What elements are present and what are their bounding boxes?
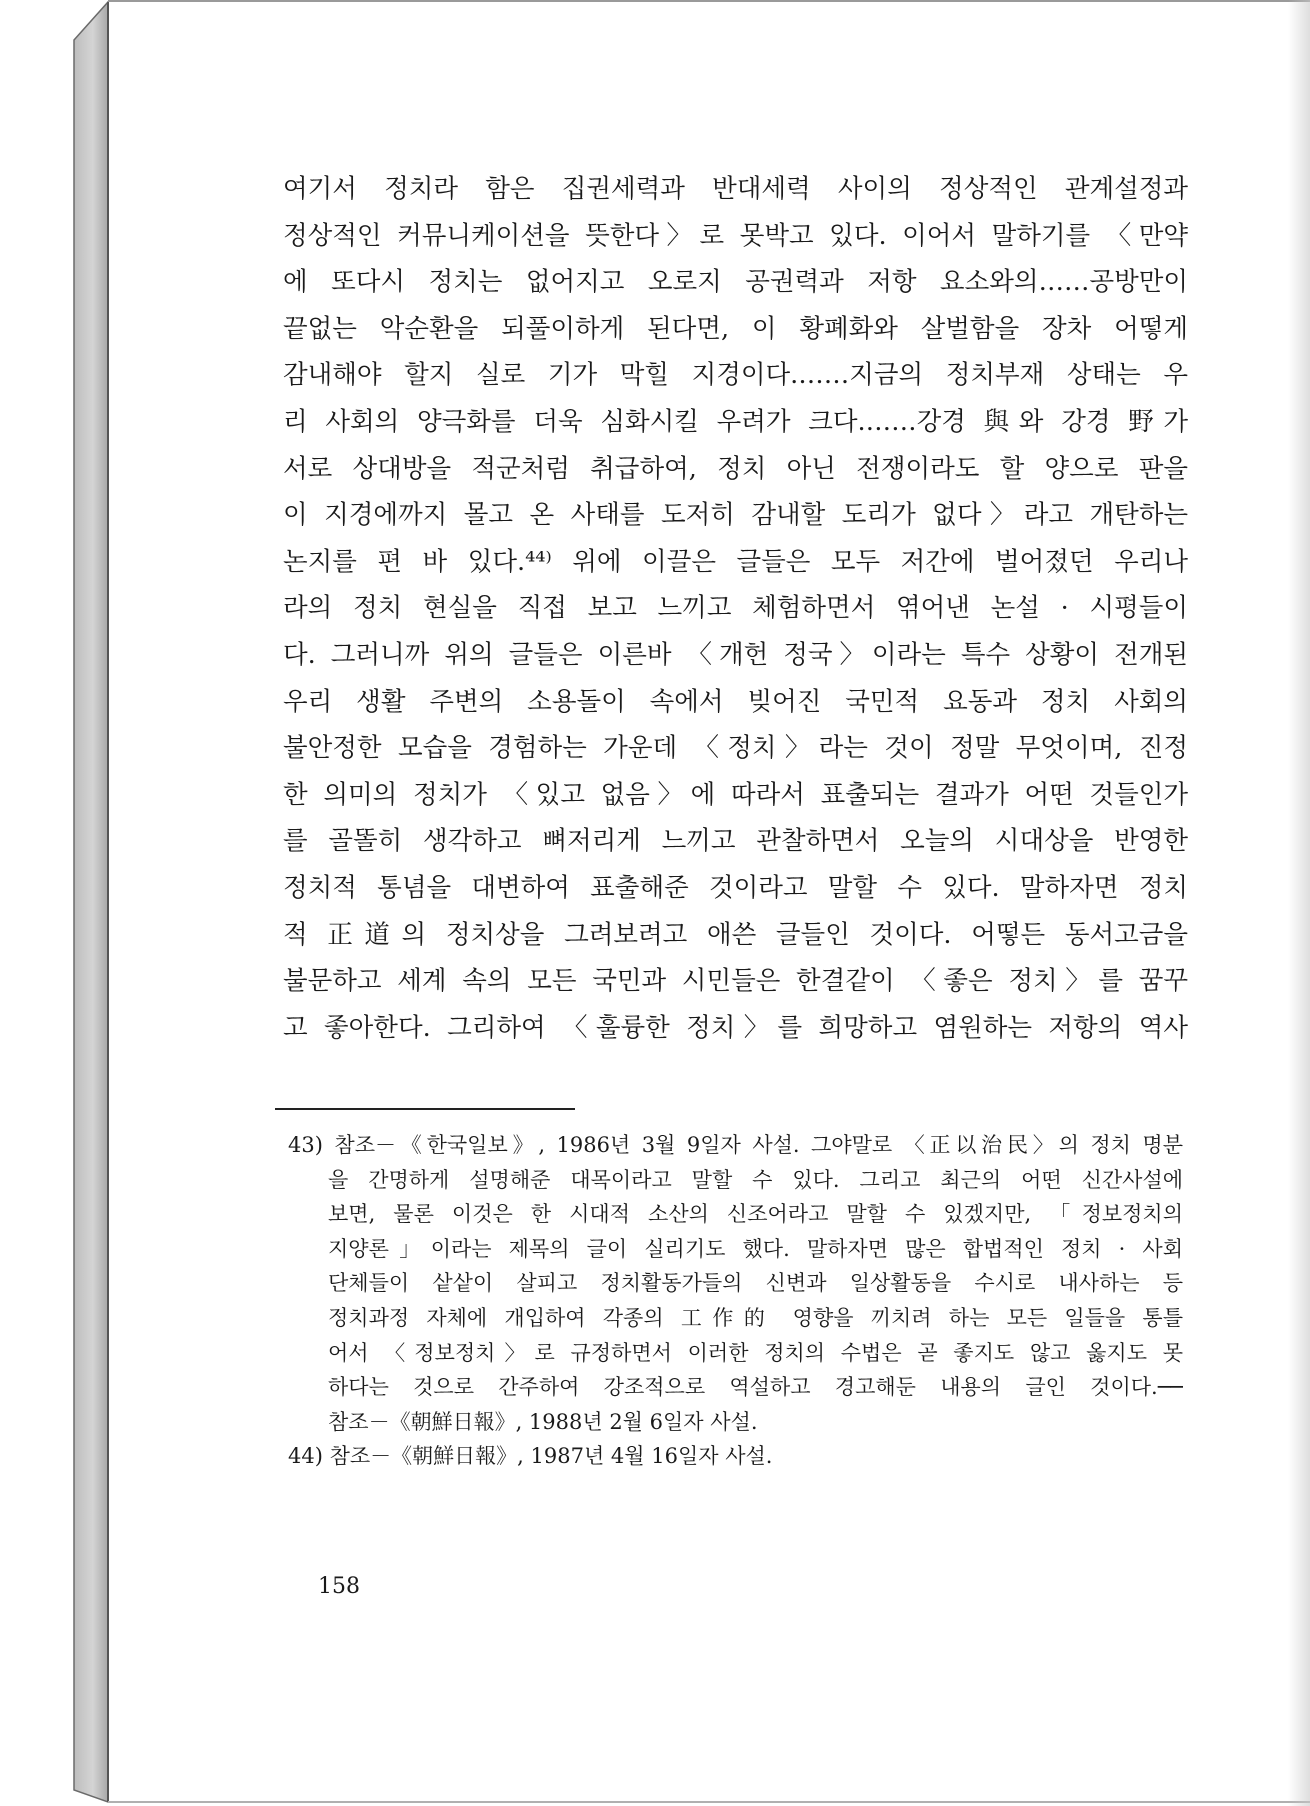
body-line: 우리 생활 주변의 소용돌이 속에서 빚어진 국민적 요동과 정치 사회의	[283, 686, 1188, 717]
footnote-43-line: 참조－《朝鮮日報》, 1988년 2월 6일자 사설.	[328, 1409, 758, 1434]
body-line: 논지를 편 바 있다.⁴⁴⁾ 위에 이끌은 글들은 모두 저간에 벌어졌던 우리나	[283, 546, 1188, 577]
page-frame-bottom	[108, 1801, 1310, 1803]
body-line: 라의 정치 현실을 직접 보고 느끼고 체험하면서 엮어낸 논설 · 시평들이	[283, 593, 1188, 624]
footnote-43-line: 보면, 물론 이것은 한 시대적 소산의 신조어라고 말할 수 있겠지만, 「정보정치의	[328, 1202, 1183, 1227]
body-line: 여기서 정치라 함은 집권세력과 반대세력 사이의 정상적인 관계설정과	[283, 174, 1188, 204]
body-line: 정상적인 커뮤니케이션을 뜻한다〉로 못박고 있다. 이어서 말하기를 〈만약	[283, 220, 1188, 251]
page-right-shadow	[1288, 0, 1310, 1806]
page-frame-top	[108, 0, 1310, 2]
body-line: 적 正道의 정치상을 그려보려고 애쓴 글들인 것이다. 어떻든 동서고금을	[283, 919, 1188, 950]
footnote-separator	[275, 1108, 575, 1110]
body-line: 불문하고 세계 속의 모든 국민과 시민들은 한결같이 〈좋은 정치〉를 꿈꾸	[283, 966, 1188, 997]
footnote-43-line: 을 간명하게 설명해준 대목이라고 말할 수 있다. 그리고 최근의 어떤 신간사설에	[328, 1167, 1183, 1192]
body-line: 한 의미의 정치가 〈있고 없음〉에 따라서 표출되는 결과가 어떤 것들인가	[283, 779, 1188, 810]
page-number: 158	[318, 1574, 360, 1599]
body-line: 불안정한 모습을 경험하는 가운데 〈정치〉라는 것이 정말 무엇이며, 진정	[283, 733, 1188, 764]
body-text	[283, 166, 1188, 1051]
body-line: 서로 상대방을 적군처럼 취급하여, 정치 아닌 전쟁이라도 할 양으로 판을	[283, 453, 1188, 484]
body-line: 다. 그러니까 위의 글들은 이른바 〈개헌 정국〉이라는 특수 상황이 전개된	[283, 639, 1188, 670]
body-line: 감내해야 할지 실로 기가 막힐 지경이다.……지금의 정치부재 상태는 우	[283, 360, 1188, 391]
body-line: 정치적 통념을 대변하여 표출해준 것이라고 말할 수 있다. 말하자면 정치	[283, 872, 1188, 903]
footnotes	[288, 1128, 1183, 1474]
body-line: 고 좋아한다. 그리하여 〈훌륭한 정치〉를 희망하고 염원하는 저항의 역사	[283, 1012, 1188, 1043]
footnote-43-line: 정치과정 자체에 개입하여 각종의 工作的 영향을 끼치려 하는 모든 일들을 통틀	[328, 1305, 1183, 1330]
body-line: 끝없는 악순환을 되풀이하게 된다면, 이 황폐화와 살벌함을 장차 어떻게	[283, 313, 1188, 344]
footnote-43-line: 43) 참조－《한국일보》, 1986년 3월 9일자 사설. 그야말로 〈正以治民〉의 정치 명분	[288, 1133, 1183, 1157]
footnote-43-line: 지양론」이라는 제목의 글이 실리기도 했다. 말하자면 많은 합법적인 정치 · 사회	[328, 1236, 1183, 1261]
body-line: 에 또다시 정치는 없어지고 오로지 공권력과 저항 요소와의……공방만이	[283, 267, 1188, 298]
body-line: 리 사회의 양극화를 더욱 심화시킬 우려가 크다.……강경 與와 강경 野가	[283, 406, 1188, 437]
footnote-44-line: 44) 참조－《朝鮮日報》, 1987년 4월 16일자 사설.	[288, 1444, 773, 1469]
body-line: 이 지경에까지 몰고 온 사태를 도저히 감내할 도리가 없다〉라고 개탄하는	[283, 500, 1188, 531]
footnote-43-line: 하다는 것으로 간주하여 강조적으로 역설하고 경고해둔 내용의 글인 것이다.──	[328, 1375, 1183, 1400]
footnote-43-line: 단체들이 샅샅이 살피고 정치활동가들의 신변과 일상활동을 수시로 내사하는 등	[328, 1271, 1183, 1296]
footnote-43-line: 어서 〈정보정치〉로 규정하면서 이러한 정치의 수법은 곧 좋지도 않고 옳지도 못	[328, 1340, 1183, 1365]
book-spine	[0, 0, 112, 1806]
body-line: 를 골똘히 생각하고 뼈저리게 느끼고 관찰하면서 오늘의 시대상을 반영한	[283, 826, 1188, 857]
